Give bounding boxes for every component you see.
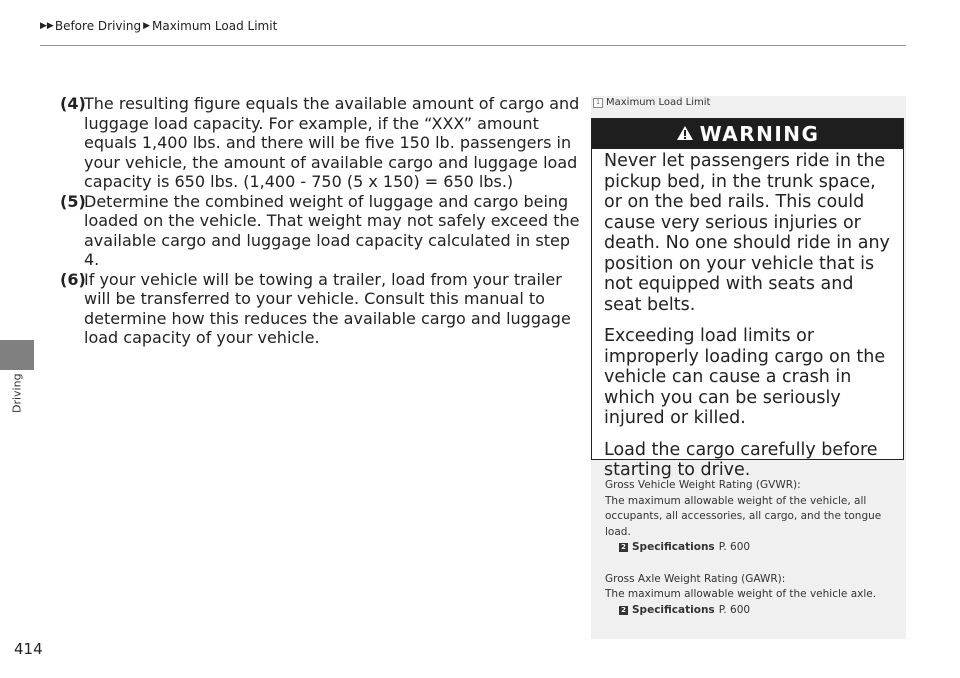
note-text: The maximum allowable weight of the vehicle, all occupants, all accessories, all cargo, and the tongue load. xyxy=(605,494,882,538)
reference-label[interactable]: Specifications xyxy=(632,603,715,616)
note-icon: 1 xyxy=(593,98,603,108)
step-item xyxy=(60,192,580,270)
warning-header xyxy=(592,119,903,149)
step-text: Determine the combined weight of luggage and cargo being loaded on the vehicle. That weight may not safely exceed the available cargo and luggage load capacity calculated in step 4. xyxy=(84,191,580,269)
step-number: (5) xyxy=(60,191,86,211)
warning-box xyxy=(591,118,904,480)
steps-list xyxy=(60,94,580,348)
step-number: (4) xyxy=(60,94,86,113)
sidebar-title xyxy=(593,97,710,108)
breadcrumb-arrow-icon: ▶ xyxy=(40,21,47,31)
warning-paragraph: Load the cargo carefully before starting to drive. xyxy=(604,439,878,480)
step-text: If your vehicle will be towing a trailer, load from your trailer will be transferred to your vehicle. Consult this manual to determine how this reduces the available cargo and luggage load capacity of your vehicle. xyxy=(84,269,571,347)
step-item xyxy=(60,94,580,192)
warning-body xyxy=(592,149,903,481)
page-number: 414 xyxy=(14,640,43,658)
section-tab-marker xyxy=(0,340,34,370)
cross-reference[interactable] xyxy=(605,540,897,556)
step-item xyxy=(60,270,580,348)
reference-page: P. 600 xyxy=(718,541,751,553)
step-text: The resulting figure equals the available amount of cargo and luggage load capacity. For example, if the “XXX” amount equals 1,400 lbs. and there will be five 150 lb. passengers in your vehicle, the amount of available cargo and luggage load capacity is 650 lbs. (1,400 - 750 (5 x 150) = 650 lbs.) xyxy=(84,94,580,191)
note-heading: Gross Vehicle Weight Rating (GVWR): xyxy=(605,479,801,491)
breadcrumb-item-before-driving[interactable]: Before Driving xyxy=(54,19,142,33)
note-text: The maximum allowable weight of the vehicle axle. xyxy=(605,588,877,600)
warning-triangle-icon xyxy=(676,122,694,146)
breadcrumb-item-maximum-load-limit[interactable]: Maximum Load Limit xyxy=(151,19,278,33)
sidebar-title-text: Maximum Load Limit xyxy=(606,97,711,108)
section-label: Driving xyxy=(10,373,24,413)
breadcrumb xyxy=(40,19,277,33)
reference-arrow-icon: 2 xyxy=(619,543,628,552)
warning-paragraph: Never let passengers ride in the pickup bed, in the trunk space, or on the bed rails. This could cause very serious injuries or death. No one should ride in any position on your vehicle that is not equipped with seats and seat belts. xyxy=(604,151,890,315)
note-heading: Gross Axle Weight Rating (GAWR): xyxy=(605,572,786,585)
reference-arrow-icon: 2 xyxy=(619,606,628,615)
warning-title: WARNING xyxy=(699,122,820,146)
header-divider xyxy=(40,45,906,46)
reference-label[interactable]: Specifications xyxy=(632,541,715,553)
cross-reference[interactable] xyxy=(605,603,897,619)
step-number: (6) xyxy=(60,269,86,289)
breadcrumb-arrow-icon: ▶ xyxy=(46,21,54,31)
reference-page: P. 600 xyxy=(718,603,751,616)
breadcrumb-arrow-icon: ▶ xyxy=(143,21,150,31)
warning-paragraph: Exceeding load limits or improperly loading cargo on the vehicle can cause a crash in which you can be seriously injured or killed. xyxy=(604,326,886,428)
notes-section xyxy=(605,478,897,618)
